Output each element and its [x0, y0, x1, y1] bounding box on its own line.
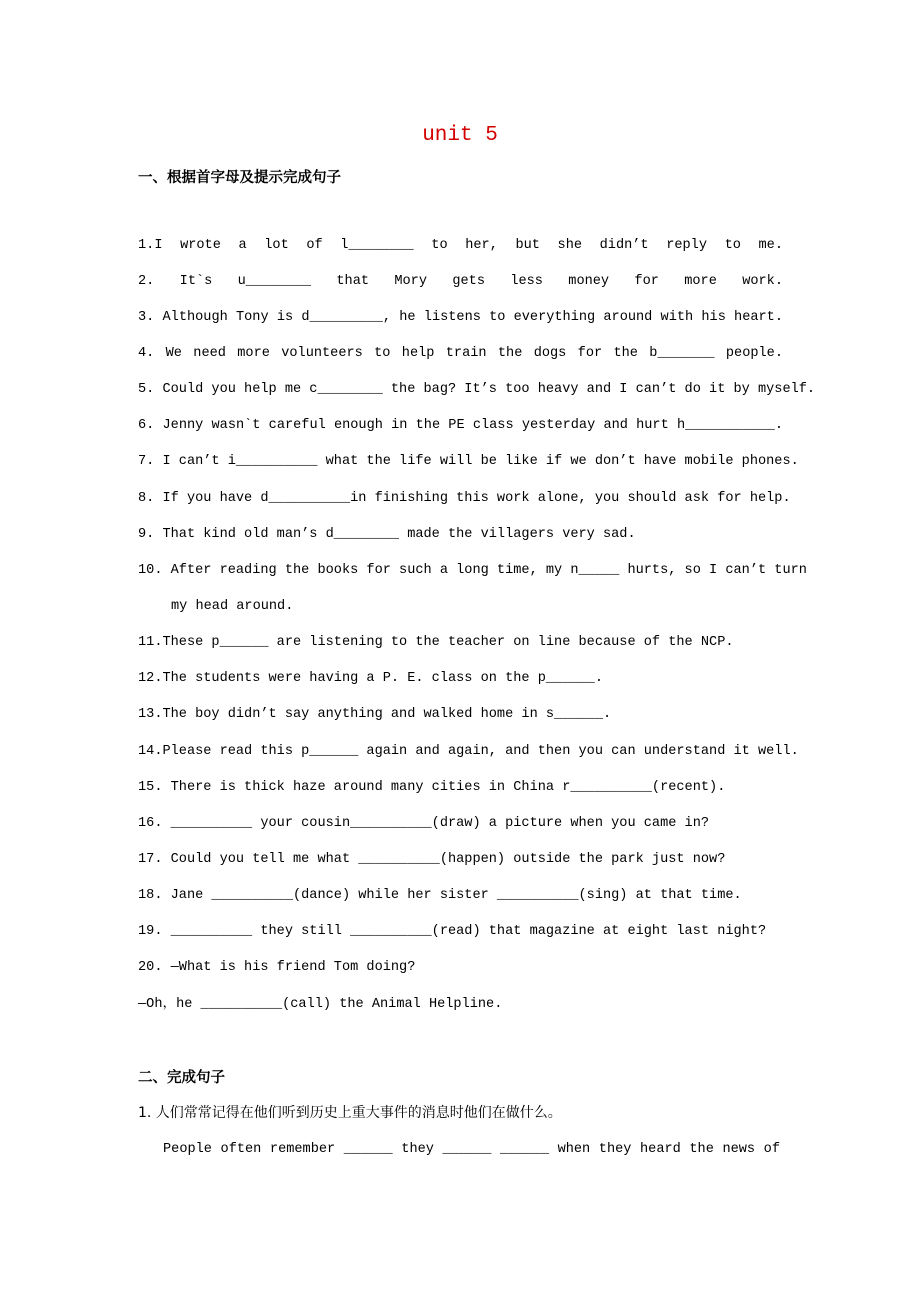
exercise-line: 10. After reading the books for such a long time, my n_____ hurts, so I can’t turn [138, 563, 807, 578]
exercise-line: 6. Jenny wasn`t careful enough in the PE class yesterday and hurt h___________. [138, 418, 783, 433]
exercise-line: 4. We need more volunteers to help train the dogs for the b_______ people. [138, 346, 783, 361]
exercise-line: 11.These p______ are listening to the teacher on line because of the NCP. [138, 635, 734, 650]
exercise-line: 14.Please read this p______ again and again, and then you can understand it well. [138, 744, 799, 759]
exercise-line: 20. —What is his friend Tom doing? [138, 960, 416, 975]
exercise-line: 3. Although Tony is d_________, he listens to everything around with his heart. [138, 310, 783, 325]
translation-sentence: People often remember ______ they ______ ______ when they heard the news of [163, 1142, 780, 1157]
exercise-line: 8. If you have d__________in finishing this work alone, you should ask for help. [138, 491, 791, 506]
exercise-line: 18. Jane __________(dance) while her sister __________(sing) at that time. [138, 888, 742, 903]
exercise-line: 2. It`s u________ that Mory gets less money for more work. [138, 274, 783, 289]
page-title: unit 5 [422, 124, 498, 147]
exercise-line: 17. Could you tell me what __________(happen) outside the park just now? [138, 852, 726, 867]
exercise-line: 19. __________ they still __________(read) that magazine at eight last night? [138, 924, 767, 939]
exercise-line: 5. Could you help me c________ the bag? It’s too heavy and I can’t do it by myself. [138, 382, 816, 397]
exercise-line: 15. There is thick haze around many cities in China r__________(recent). [138, 780, 726, 795]
translation-prompt: 1. 人们常常记得在他们听到历史上重大事件的消息时他们在做什么。 [138, 1105, 562, 1121]
section-heading-1: 一、根据首字母及提示完成句子 [138, 170, 341, 186]
exercise-line: 9. That kind old man’s d________ made the villagers very sad. [138, 527, 636, 542]
section-heading-2: 二、完成句子 [138, 1070, 225, 1086]
exercise-line-continuation: my head around. [171, 599, 294, 614]
exercise-line: 13.The boy didn’t say anything and walked home in s______. [138, 707, 612, 722]
exercise-line: 7. I can’t i__________ what the life will be like if we don’t have mobile phones. [138, 454, 799, 469]
exercise-line: 1.I wrote a lot of l________ to her, but she didn’t reply to me. [138, 238, 783, 253]
exercise-line: 16. __________ your cousin__________(draw) a picture when you came in? [138, 816, 710, 831]
exercise-line: 12.The students were having a P. E. class on the p______. [138, 671, 603, 686]
exercise-line: —Oh，he __________(call) the Animal Helpline. [138, 997, 503, 1012]
